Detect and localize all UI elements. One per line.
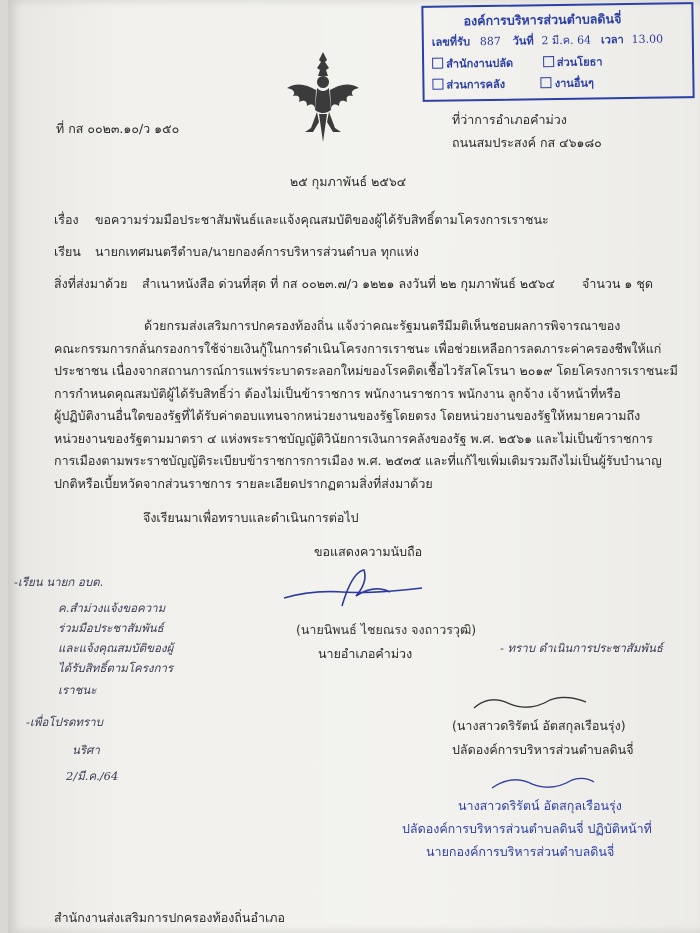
regards-text: ขอแสดงความนับถือ [314,544,423,559]
checkbox-icon [432,58,443,69]
body-line: การกำหนดคุณสมบัติผู้ได้รับสิทธิ์ว่า ต้องไม่เป็นข้าราชการ พนักงานราชการ พนักงาน ลูกจ้าง เจ้าหน้าที่หรือ [54,385,621,401]
body-line: หน่วยงานของรัฐตามมาตรา ๔ แห่งพระราชบัญญัติวินัยการเงินการคลังของรัฐ พ.ศ. ๒๕๖๑ และไม่เป็นข้าราชการ [54,430,653,446]
stamp-time-value: 13.00 [631,32,664,46]
office-address-line2: ถนนสมประสงค์ กส ๔๖๑๘๐ [452,135,602,150]
stamp-option: ส่วนการคลัง [446,77,506,92]
body-line: ปกติหรือเบี้ยหวัดจากส่วนราชการ รายละเอียดปรากฏตามสิ่งที่ส่งมาด้วย [54,475,433,491]
to-label: เรียน [54,244,81,259]
handwritten-note-line: ค.สำม่วงแจ้งขอความ [58,601,166,615]
attachment-text: สำเนาหนังสือ ด่วนที่สุด ที่ กส ๐๐๒๓.๗/ว ๑๒๒๑ ลงวันที่ ๒๒ กุมภาพันธ์ ๒๕๖๔ [142,276,555,291]
subject-text: ขอความร่วมมือประชาสัมพันธ์และแจ้งคุณสมบัติของผู้ได้รับสิทธิ์ตามโครงการเราชนะ [95,212,549,227]
receive-stamp [421,2,694,102]
stamp-date-value: 2 มี.ค. 64 [541,33,592,48]
body-line: คณะกรรมการกลั่นกรองการใช้จ่ายเงินกู้ในการดำเนินโครงการเราชนะ เพื่อช่วยเหลือการลดภาระค่าครองชีพให้แก่ [54,340,662,356]
signature-mark [282,566,432,610]
blue-stamp-name: นางสาวดริรัตน์ อัตสกุลเรือนรุ่ง [458,798,622,813]
checkbox-icon [543,56,554,67]
reference-number: ที่ กส ๐๐๒๓.๑๐/ว ๑๕๐ [56,121,180,136]
handwritten-note-line: ได้รับสิทธิ์ตามโครงการ [58,661,174,675]
stamp-time-label: เวลา [600,33,624,47]
letter-date: ๒๕ กุมภาพันธ์ ๒๕๖๔ [290,174,407,189]
blue-stamp-title-1: ปลัดองค์การบริหารส่วนตำบลดินจี่ ปฏิบัติหน้าที่ [402,821,652,836]
handwritten-note-line: -เรียน นายก อบต. [14,575,104,589]
office-address-line1: ที่ว่าการอำเภอคำม่วง [452,112,567,127]
deputy-signature-mark [470,690,590,714]
stamp-receive-row [432,30,664,51]
stamp-option: สำนักงานปลัด [446,56,514,71]
body-line: ผู้ปฏิบัติงานอื่นใดของรัฐที่ได้รับค่าตอบแทนจากหน่วยงานของรัฐโดยตรง โดยหน่วยงานของรัฐให้หมายความถึง [54,408,641,423]
handwritten-note-date: 2/มี.ค./64 [66,769,119,783]
handwritten-note-line: ร่วมมือประชาสัมพันธ์ [58,621,164,635]
stamp-receive-no: 887 [479,34,501,49]
signer-name: (นายนิพนธ์ ไชยณรง จงถาวรวุฒิ) [296,622,477,637]
stamp-date-label: วันที่ [512,34,534,48]
handwritten-acknowledge-note: - ทราบ ดำเนินการประชาสัมพันธ์ [500,641,663,655]
deputy-name: (นางสาวดริรัตน์ อัตสกุลเรือนรุ่ง) [452,718,626,733]
stamp-options-row-2 [432,74,594,94]
blue-signature-mark [488,772,598,794]
attachment-label: สิ่งที่ส่งมาด้วย [54,276,128,291]
stamp-options-row-1 [432,52,603,72]
subject-label: เรื่อง [54,212,79,227]
deputy-title: ปลัดองค์การบริหารส่วนตำบลดินจี่ [452,742,634,757]
stamp-option: ส่วนโยธา [556,55,603,70]
closing-request: จึงเรียนมาเพื่อทราบและดำเนินการต่อไป [143,510,359,525]
to-text: นายกเทศมนตรีตำบล/นายกองค์การบริหารส่วนตำบล ทุกแห่ง [95,244,419,259]
stamp-title: องค์การบริหารส่วนตำบลดินจี่ [463,11,622,29]
garuda-emblem-icon [283,50,363,146]
handwritten-note-line: -เพื่อโปรดทราบ [26,715,103,729]
stamp-receive-label: เลขที่รับ [431,35,471,49]
handwritten-note-line: เราชนะ [58,683,97,697]
checkbox-icon [541,77,552,88]
signer-title: นายอำเภอคำม่วง [318,646,413,661]
handwritten-note-line: และแจ้งคุณสมบัติของผู้ [58,641,174,655]
checkbox-icon [432,79,443,90]
blue-stamp-title-2: นายกองค์การบริหารส่วนตำบลดินจี่ [426,844,615,859]
footer-office: สำนักงานส่งเสริมการปกครองท้องถิ่นอำเภอ [54,910,286,925]
body-line: ประชาชน เนื่องจากสถานการณ์การแพร่ระบาดระลอกใหม่ของโรคติดเชื้อไวรัสโคโรนา ๒๐๑๙ โดยโครงการเราชนะมี [54,363,678,378]
body-paragraph [54,315,678,495]
attachment-quantity: จำนวน ๑ ชุด [582,276,653,291]
stamp-option: งานอื่นๆ [554,76,594,91]
body-line: ด้วยกรมส่งเสริมการปกครองท้องถิ่น แจ้งว่าคณะรัฐมนตรีมีมติเห็นชอบผลการพิจารณาของ [144,318,621,333]
body-line: การเมืองตามพระราชบัญญัติระเบียบข้าราชการการเมือง พ.ศ. ๒๕๓๕ และที่แก้ไขเพิ่มเติมรวมถึงไม่เป็นผู้รับบำนาญ [54,453,662,468]
handwritten-note-signature: นริศา [72,743,100,757]
